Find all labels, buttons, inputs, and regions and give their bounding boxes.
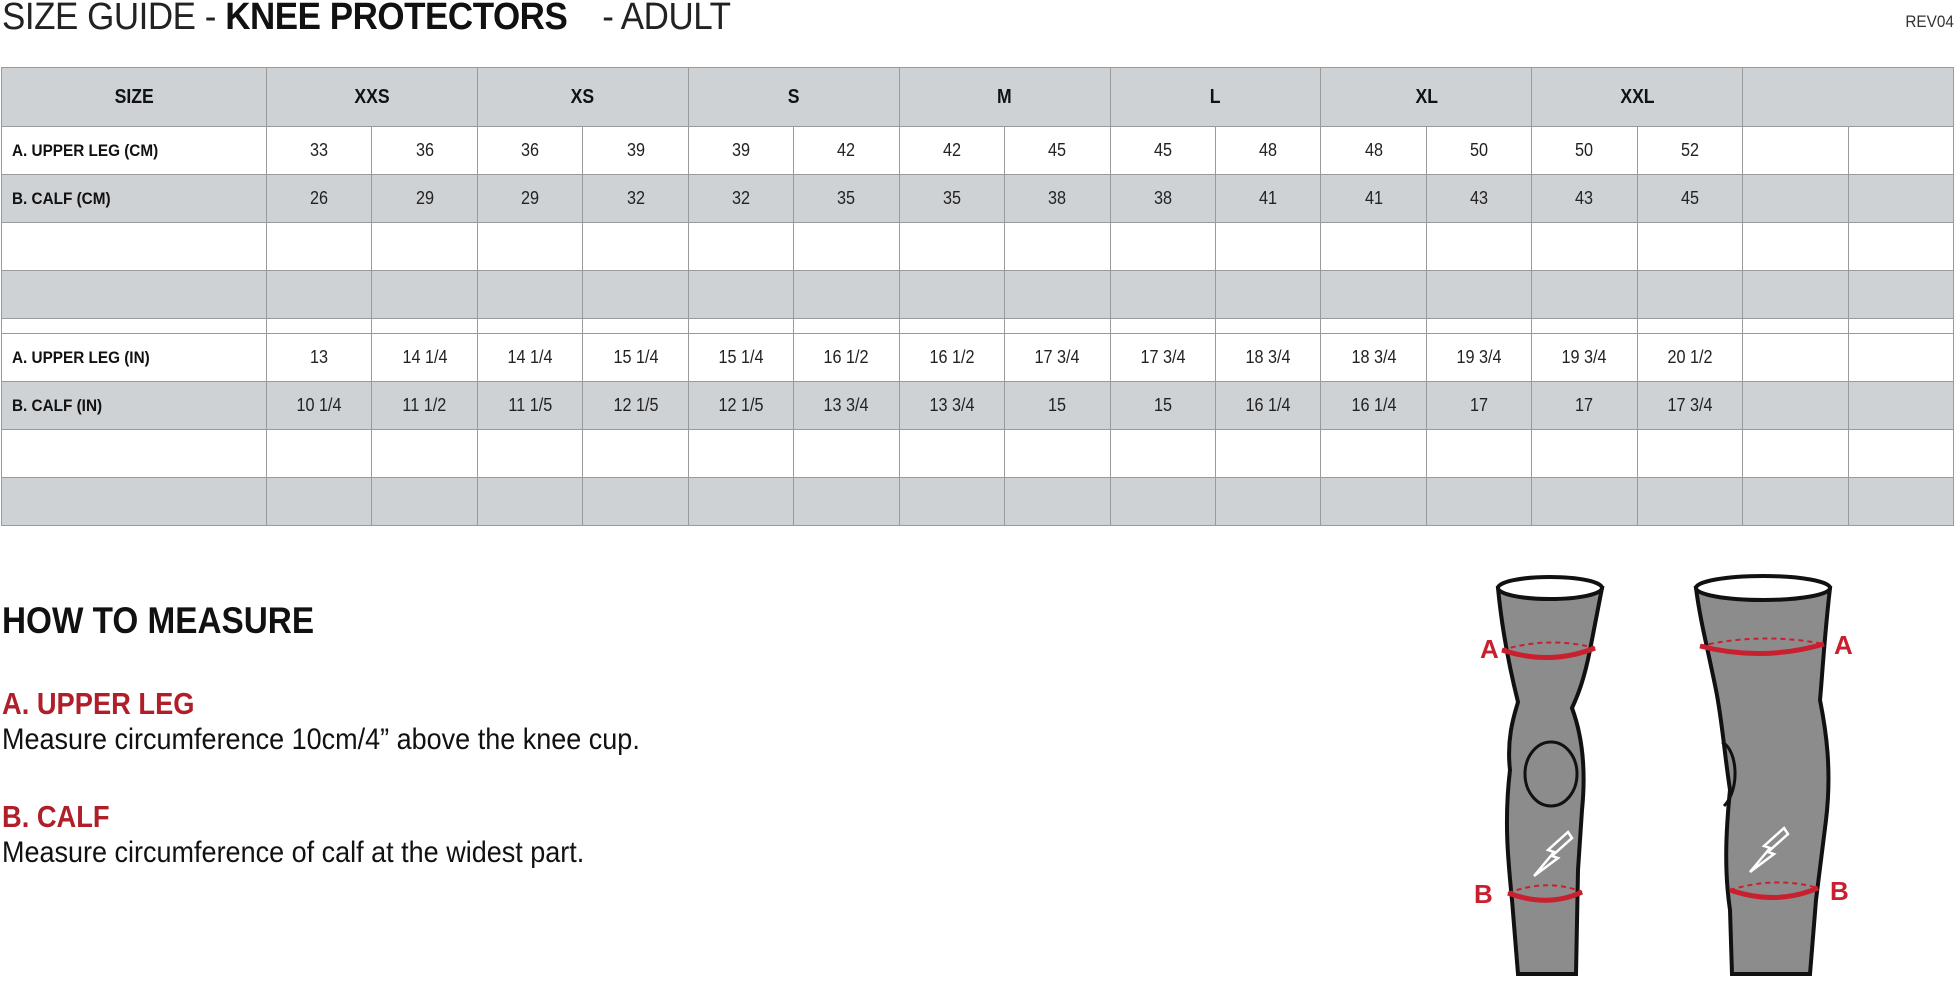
measurement-cell bbox=[372, 127, 477, 175]
measurement-value: 19 3/4 bbox=[1456, 347, 1502, 367]
size-header-cell bbox=[899, 68, 1110, 127]
empty-cell bbox=[267, 478, 372, 526]
empty-cell bbox=[372, 478, 477, 526]
measurement-cell bbox=[688, 127, 793, 175]
empty-cell bbox=[899, 271, 1004, 319]
empty-cell bbox=[372, 271, 477, 319]
size-header-text: XL bbox=[1415, 85, 1438, 108]
measurement-cell bbox=[1005, 175, 1110, 223]
measurement-cell bbox=[1321, 334, 1426, 382]
row-label-text: A. UPPER LEG (IN) bbox=[12, 347, 150, 367]
title-prefix: SIZE GUIDE - bbox=[2, 0, 226, 38]
empty-cell bbox=[1426, 223, 1531, 271]
measurement-cell bbox=[688, 382, 793, 430]
measurement-cell bbox=[372, 175, 477, 223]
left-label-a: A bbox=[1480, 634, 1499, 664]
measurement-cell bbox=[1110, 382, 1215, 430]
empty-cell bbox=[267, 430, 372, 478]
row-label bbox=[2, 127, 267, 175]
empty-cell bbox=[1426, 319, 1531, 334]
empty-cell bbox=[1215, 223, 1320, 271]
empty-cell bbox=[2, 223, 267, 271]
measurement-cell bbox=[1321, 382, 1426, 430]
measurement-value: 19 3/4 bbox=[1561, 347, 1607, 367]
measurement-value: 18 3/4 bbox=[1245, 347, 1291, 367]
measurement-cell bbox=[1848, 175, 1953, 223]
measurement-cell bbox=[583, 175, 688, 223]
empty-cell bbox=[1110, 430, 1215, 478]
measurement-value: 35 bbox=[942, 188, 961, 208]
empty-cell bbox=[688, 319, 793, 334]
measurement-cell bbox=[267, 334, 372, 382]
how-to-measure-heading: HOW TO MEASURE bbox=[2, 600, 315, 641]
measurement-cell bbox=[583, 127, 688, 175]
measurement-value: 16 1/2 bbox=[929, 347, 975, 367]
measurement-value: 12 1/5 bbox=[718, 395, 764, 415]
empty-cell bbox=[583, 319, 688, 334]
row-label bbox=[2, 334, 267, 382]
empty-cell bbox=[1005, 319, 1110, 334]
measurement-value: 38 bbox=[1153, 188, 1172, 208]
measurement-cell bbox=[583, 382, 688, 430]
measurement-value: 13 bbox=[310, 347, 329, 367]
empty-cell bbox=[267, 271, 372, 319]
right-top-opening bbox=[1696, 576, 1830, 600]
measurement-row bbox=[2, 175, 1954, 223]
measurement-cell bbox=[1110, 334, 1215, 382]
empty-cell bbox=[1005, 478, 1110, 526]
empty-cell bbox=[1005, 223, 1110, 271]
measurement-value: 48 bbox=[1364, 140, 1383, 160]
empty-cell bbox=[1110, 271, 1215, 319]
measurement-value: 39 bbox=[731, 140, 750, 160]
right-label-a: A bbox=[1834, 630, 1853, 660]
size-header-cell bbox=[477, 68, 688, 127]
measurement-cell bbox=[1110, 175, 1215, 223]
row-label bbox=[2, 175, 267, 223]
empty-row bbox=[2, 271, 1954, 319]
measurement-cell bbox=[1005, 127, 1110, 175]
empty-cell bbox=[2, 478, 267, 526]
empty-cell bbox=[477, 319, 582, 334]
measurement-value: 36 bbox=[521, 140, 540, 160]
measurement-value: 32 bbox=[731, 188, 750, 208]
empty-cell bbox=[794, 478, 899, 526]
measurement-value: 29 bbox=[521, 188, 540, 208]
measurement-cell bbox=[1743, 175, 1848, 223]
empty-cell bbox=[1743, 271, 1848, 319]
upper-leg-heading: A. UPPER LEG bbox=[2, 686, 195, 721]
left-top-opening bbox=[1498, 577, 1602, 599]
measurement-cell bbox=[1637, 334, 1742, 382]
empty-cell bbox=[794, 430, 899, 478]
empty-cell bbox=[1848, 319, 1953, 334]
size-header-text: XS bbox=[571, 85, 595, 108]
measurement-value: 10 1/4 bbox=[296, 395, 342, 415]
measurement-value: 17 3/4 bbox=[1667, 395, 1713, 415]
empty-cell bbox=[1321, 430, 1426, 478]
size-column-header bbox=[2, 68, 267, 127]
measurement-cell bbox=[1743, 127, 1848, 175]
empty-row bbox=[2, 319, 1954, 334]
empty-cell bbox=[794, 271, 899, 319]
measurement-value: 13 3/4 bbox=[929, 395, 975, 415]
measurement-cell bbox=[1848, 334, 1953, 382]
empty-cell bbox=[1637, 223, 1742, 271]
measurement-value: 12 1/5 bbox=[613, 395, 659, 415]
measurement-cell bbox=[899, 382, 1004, 430]
size-header-row bbox=[2, 68, 1954, 127]
size-header-text: SIZE bbox=[114, 85, 154, 108]
empty-cell bbox=[1215, 478, 1320, 526]
measurement-cell bbox=[1005, 382, 1110, 430]
measurement-value: 17 3/4 bbox=[1034, 347, 1080, 367]
empty-cell bbox=[1110, 319, 1215, 334]
page-title bbox=[2, 0, 731, 39]
empty-cell bbox=[1426, 430, 1531, 478]
measurement-cell bbox=[1532, 175, 1637, 223]
empty-cell bbox=[1215, 430, 1320, 478]
size-header-cell bbox=[1743, 68, 1954, 127]
empty-cell bbox=[1743, 430, 1848, 478]
measurement-value: 36 bbox=[415, 140, 434, 160]
measurement-value: 13 3/4 bbox=[823, 395, 869, 415]
measurement-cell bbox=[1532, 382, 1637, 430]
empty-cell bbox=[1743, 478, 1848, 526]
measurement-value: 16 1/4 bbox=[1351, 395, 1397, 415]
empty-cell bbox=[477, 478, 582, 526]
measurement-value: 38 bbox=[1048, 188, 1067, 208]
empty-cell bbox=[372, 223, 477, 271]
calf-heading: B. CALF bbox=[2, 799, 110, 834]
measurement-cell bbox=[794, 175, 899, 223]
measurement-cell bbox=[794, 334, 899, 382]
measurement-cell bbox=[794, 127, 899, 175]
empty-cell bbox=[899, 430, 1004, 478]
empty-cell bbox=[2, 271, 267, 319]
empty-cell bbox=[2, 430, 267, 478]
measurement-value: 45 bbox=[1048, 140, 1067, 160]
measurement-cell bbox=[1321, 127, 1426, 175]
measurement-value: 41 bbox=[1364, 188, 1383, 208]
measurement-cell bbox=[1005, 334, 1110, 382]
empty-cell bbox=[1321, 271, 1426, 319]
empty-cell bbox=[899, 478, 1004, 526]
empty-cell bbox=[583, 478, 688, 526]
empty-cell bbox=[372, 430, 477, 478]
empty-cell bbox=[1110, 223, 1215, 271]
empty-cell bbox=[1321, 223, 1426, 271]
measurement-cell bbox=[477, 175, 582, 223]
measurement-value: 15 1/4 bbox=[613, 347, 659, 367]
measurement-value: 43 bbox=[1470, 188, 1489, 208]
empty-cell bbox=[1005, 271, 1110, 319]
measurement-cell bbox=[267, 382, 372, 430]
measurement-cell bbox=[1215, 127, 1320, 175]
measurement-value: 17 bbox=[1575, 395, 1594, 415]
empty-cell bbox=[899, 223, 1004, 271]
empty-cell bbox=[1848, 430, 1953, 478]
measurement-cell bbox=[267, 127, 372, 175]
measurement-cell bbox=[1426, 382, 1531, 430]
measurement-value: 45 bbox=[1680, 188, 1699, 208]
measurement-value: 42 bbox=[942, 140, 961, 160]
empty-cell bbox=[1321, 478, 1426, 526]
measurement-cell bbox=[1426, 127, 1531, 175]
empty-cell bbox=[1532, 478, 1637, 526]
empty-cell bbox=[1005, 430, 1110, 478]
measurement-cell bbox=[1637, 175, 1742, 223]
empty-cell bbox=[1637, 430, 1742, 478]
measurement-value: 14 1/4 bbox=[402, 347, 448, 367]
empty-cell bbox=[267, 223, 372, 271]
measurement-value: 26 bbox=[310, 188, 329, 208]
measurement-cell bbox=[477, 127, 582, 175]
measurement-cell bbox=[1637, 127, 1742, 175]
calf-instruction: Measure circumference of calf at the widest part. bbox=[2, 836, 585, 869]
measurement-cell bbox=[688, 334, 793, 382]
measurement-value: 16 1/2 bbox=[823, 347, 869, 367]
measurement-value: 43 bbox=[1575, 188, 1594, 208]
empty-cell bbox=[688, 478, 793, 526]
measurement-value: 14 1/4 bbox=[507, 347, 553, 367]
measurement-cell bbox=[477, 334, 582, 382]
measurement-cell bbox=[1426, 334, 1531, 382]
empty-row bbox=[2, 430, 1954, 478]
measurement-value: 35 bbox=[837, 188, 856, 208]
left-label-b: B bbox=[1474, 879, 1493, 909]
empty-cell bbox=[1848, 478, 1953, 526]
measurement-cell bbox=[899, 175, 1004, 223]
size-header-cell bbox=[1321, 68, 1532, 127]
size-header-text: M bbox=[997, 85, 1012, 108]
measurement-cell bbox=[1321, 175, 1426, 223]
size-header-text: L bbox=[1210, 85, 1221, 108]
measurement-value: 48 bbox=[1259, 140, 1278, 160]
measurement-value: 15 bbox=[1048, 395, 1067, 415]
empty-cell bbox=[1743, 319, 1848, 334]
measurement-value: 41 bbox=[1259, 188, 1278, 208]
size-header-text: XXS bbox=[354, 85, 390, 108]
measurement-cell bbox=[1532, 334, 1637, 382]
measurement-cell bbox=[583, 334, 688, 382]
empty-cell bbox=[267, 319, 372, 334]
measurement-cell bbox=[1426, 175, 1531, 223]
measurement-value: 16 1/4 bbox=[1245, 395, 1291, 415]
row-label bbox=[2, 382, 267, 430]
empty-cell bbox=[1532, 223, 1637, 271]
measurement-cell bbox=[1743, 334, 1848, 382]
title-suffix: - ADULT bbox=[602, 0, 731, 38]
size-table bbox=[1, 67, 1954, 526]
empty-cell bbox=[1215, 271, 1320, 319]
measurement-row bbox=[2, 334, 1954, 382]
measurement-value: 39 bbox=[626, 140, 645, 160]
empty-cell bbox=[1110, 478, 1215, 526]
measurement-cell bbox=[1215, 334, 1320, 382]
measurement-row bbox=[2, 127, 1954, 175]
knee-protector-illustration bbox=[1460, 570, 1860, 988]
measurement-value: 42 bbox=[837, 140, 856, 160]
empty-cell bbox=[1321, 319, 1426, 334]
empty-cell bbox=[794, 319, 899, 334]
empty-cell bbox=[1215, 319, 1320, 334]
empty-cell bbox=[688, 271, 793, 319]
measurement-value: 29 bbox=[415, 188, 434, 208]
empty-cell bbox=[1532, 271, 1637, 319]
size-header-cell bbox=[688, 68, 899, 127]
empty-cell bbox=[1637, 271, 1742, 319]
empty-row bbox=[2, 478, 1954, 526]
measurement-cell bbox=[794, 382, 899, 430]
measurement-row bbox=[2, 382, 1954, 430]
size-header-cell bbox=[1110, 68, 1321, 127]
measurement-value: 20 1/2 bbox=[1667, 347, 1713, 367]
row-label-text: B. CALF (IN) bbox=[12, 395, 103, 415]
empty-cell bbox=[583, 271, 688, 319]
empty-cell bbox=[1426, 271, 1531, 319]
size-header-text: XXL bbox=[1620, 85, 1655, 108]
measurement-cell bbox=[372, 334, 477, 382]
measurement-cell bbox=[688, 175, 793, 223]
measurement-value: 17 bbox=[1470, 395, 1489, 415]
measurement-cell bbox=[1848, 382, 1953, 430]
size-header-cell bbox=[267, 68, 478, 127]
measurement-cell bbox=[899, 127, 1004, 175]
measurement-value: 32 bbox=[626, 188, 645, 208]
empty-cell bbox=[477, 430, 582, 478]
measurement-cell bbox=[1215, 175, 1320, 223]
upper-leg-instruction: Measure circumference 10cm/4” above the knee cup. bbox=[2, 723, 640, 756]
right-knee-protector-image bbox=[1696, 576, 1853, 974]
measurement-value: 11 1/2 bbox=[402, 395, 447, 415]
measurement-value: 11 1/5 bbox=[508, 395, 553, 415]
empty-cell bbox=[1532, 430, 1637, 478]
measurement-cell bbox=[1848, 127, 1953, 175]
row-label-text: B. CALF (CM) bbox=[12, 188, 111, 208]
empty-cell bbox=[1637, 319, 1742, 334]
empty-cell bbox=[1743, 223, 1848, 271]
empty-cell bbox=[2, 319, 267, 334]
left-knee-protector-image bbox=[1474, 577, 1602, 974]
empty-cell bbox=[1532, 319, 1637, 334]
measurement-cell bbox=[1110, 127, 1215, 175]
empty-cell bbox=[688, 223, 793, 271]
size-header-cell bbox=[1532, 68, 1743, 127]
measurement-value: 33 bbox=[310, 140, 329, 160]
empty-cell bbox=[477, 223, 582, 271]
measurement-value: 45 bbox=[1153, 140, 1172, 160]
measurement-value: 17 3/4 bbox=[1140, 347, 1186, 367]
empty-cell bbox=[583, 430, 688, 478]
measurement-value: 52 bbox=[1680, 140, 1699, 160]
measurement-cell bbox=[372, 382, 477, 430]
empty-cell bbox=[477, 271, 582, 319]
measurement-value: 15 bbox=[1153, 395, 1172, 415]
empty-cell bbox=[1848, 271, 1953, 319]
empty-cell bbox=[794, 223, 899, 271]
measurement-value: 15 1/4 bbox=[718, 347, 764, 367]
measurement-cell bbox=[1743, 382, 1848, 430]
empty-cell bbox=[372, 319, 477, 334]
measurement-cell bbox=[1637, 382, 1742, 430]
empty-cell bbox=[1637, 478, 1742, 526]
empty-row bbox=[2, 223, 1954, 271]
measurement-cell bbox=[477, 382, 582, 430]
measurement-value: 50 bbox=[1470, 140, 1489, 160]
revision-label: REV04 bbox=[1905, 12, 1954, 31]
size-header-text: S bbox=[787, 85, 800, 108]
measurement-value: 50 bbox=[1575, 140, 1594, 160]
measurement-cell bbox=[1532, 127, 1637, 175]
title-product: KNEE PROTECTORS bbox=[225, 0, 568, 38]
measurement-cell bbox=[267, 175, 372, 223]
empty-cell bbox=[1848, 223, 1953, 271]
measurement-cell bbox=[1215, 382, 1320, 430]
empty-cell bbox=[1426, 478, 1531, 526]
empty-cell bbox=[688, 430, 793, 478]
measurement-value: 18 3/4 bbox=[1351, 347, 1397, 367]
measurement-cell bbox=[899, 334, 1004, 382]
right-label-b: B bbox=[1830, 876, 1849, 906]
empty-cell bbox=[583, 223, 688, 271]
row-label-text: A. UPPER LEG (CM) bbox=[12, 140, 159, 160]
empty-cell bbox=[899, 319, 1004, 334]
